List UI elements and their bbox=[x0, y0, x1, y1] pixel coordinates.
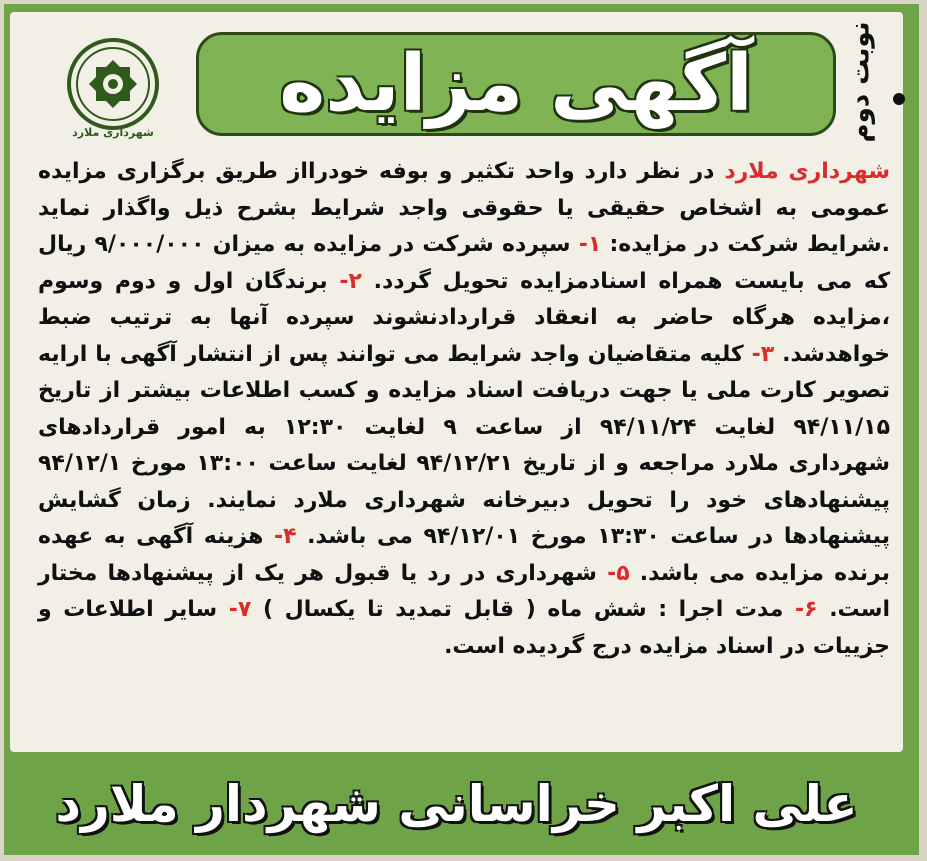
clause-3-number: ۳- bbox=[751, 341, 775, 367]
clause-2-text: برندگان اول و دوم وسوم ،مزایده هرگاه حاضر به انعقاد قراردادنشوند سپرده آنها به ترتیب ضبط خواهدشد. bbox=[38, 268, 890, 367]
signature-text: علی اکبر خراسانی شهردار ملارد bbox=[55, 775, 858, 833]
title-banner bbox=[196, 32, 836, 136]
clause-7-text: سایر اطلاعات و جزییات در اسناد مزایده درج گردیده است. bbox=[38, 597, 890, 659]
clause-4-text: هزینه آگهی به عهده برنده مزایده می باشد. bbox=[38, 524, 890, 586]
clause-5-text: شهرداری در رد یا قبول هر یک از پیشنهادها مختار است. bbox=[38, 560, 891, 622]
page-title: آگهی مزایده bbox=[279, 39, 753, 129]
clause-2-number: ۲- bbox=[339, 268, 362, 294]
clause-6-number: ۶- bbox=[794, 597, 818, 622]
notice-lead: شهرداری ملارد bbox=[724, 159, 890, 184]
clause-1-number: ۱- bbox=[578, 232, 602, 257]
clause-5-number: ۵- bbox=[607, 560, 630, 586]
clause-1-text: سپرده شرکت در مزایده به میزان ۹/۰۰۰/۰۰۰ ریال که می بایست همراه اسنادمزایده تحویل گردد. bbox=[38, 232, 890, 294]
notice-intro: در نظر دارد واحد تکثیر و بوفه خودرااز طریق برگزاری مزایده عمومی به اشخاص حقیقی یا حقوقی واجد شرایط بشرح ذیل واگذار نماید .شرایط شرکت در مزایده: bbox=[38, 159, 890, 257]
logo-caption: شهرداری ملارد bbox=[72, 126, 154, 139]
notice-body bbox=[38, 154, 890, 734]
clause-3-text: کلیه متقاضیان واجد شرایط می توانند پس از انتشار آگهی با ارایه تصویر کارت ملی یا جهت دریافت اسناد مزایده و کسب اطلاعات بیشتر از تاریخ ۹۴/۱۱/۱۵ لغایت ۹۴/۱۱/۲۴ از ساعت ۹ لغایت ۱۲:۳۰ به امور قراردادهای شهرداری ملارد مراجعه و از تاریخ ۹۴/۱۲/۲۱ لغایت ساعت ۱۳:۰۰ مورخ ۹۴/۱۲/۱ پیشنهادهای خود را تحویل دبیرخانه شهرداری ملارد نمایند. زمان گشایش پیشنهادها در ساعت ۱۳:۳۰ مورخ ۹۴/۱۲/۰۱ می باشد. bbox=[38, 341, 891, 549]
clause-6-text: مدت اجرا : شش ماه ( قابل تمدید تا یکسال ) bbox=[251, 597, 795, 622]
clause-7-number: ۷- bbox=[228, 597, 252, 622]
round-label bbox=[836, 22, 884, 142]
clause-4-number: ۴- bbox=[273, 524, 297, 549]
signature-bar bbox=[10, 760, 903, 848]
round-label-text: نوبت دوم bbox=[845, 21, 875, 143]
dot-icon bbox=[893, 93, 905, 105]
